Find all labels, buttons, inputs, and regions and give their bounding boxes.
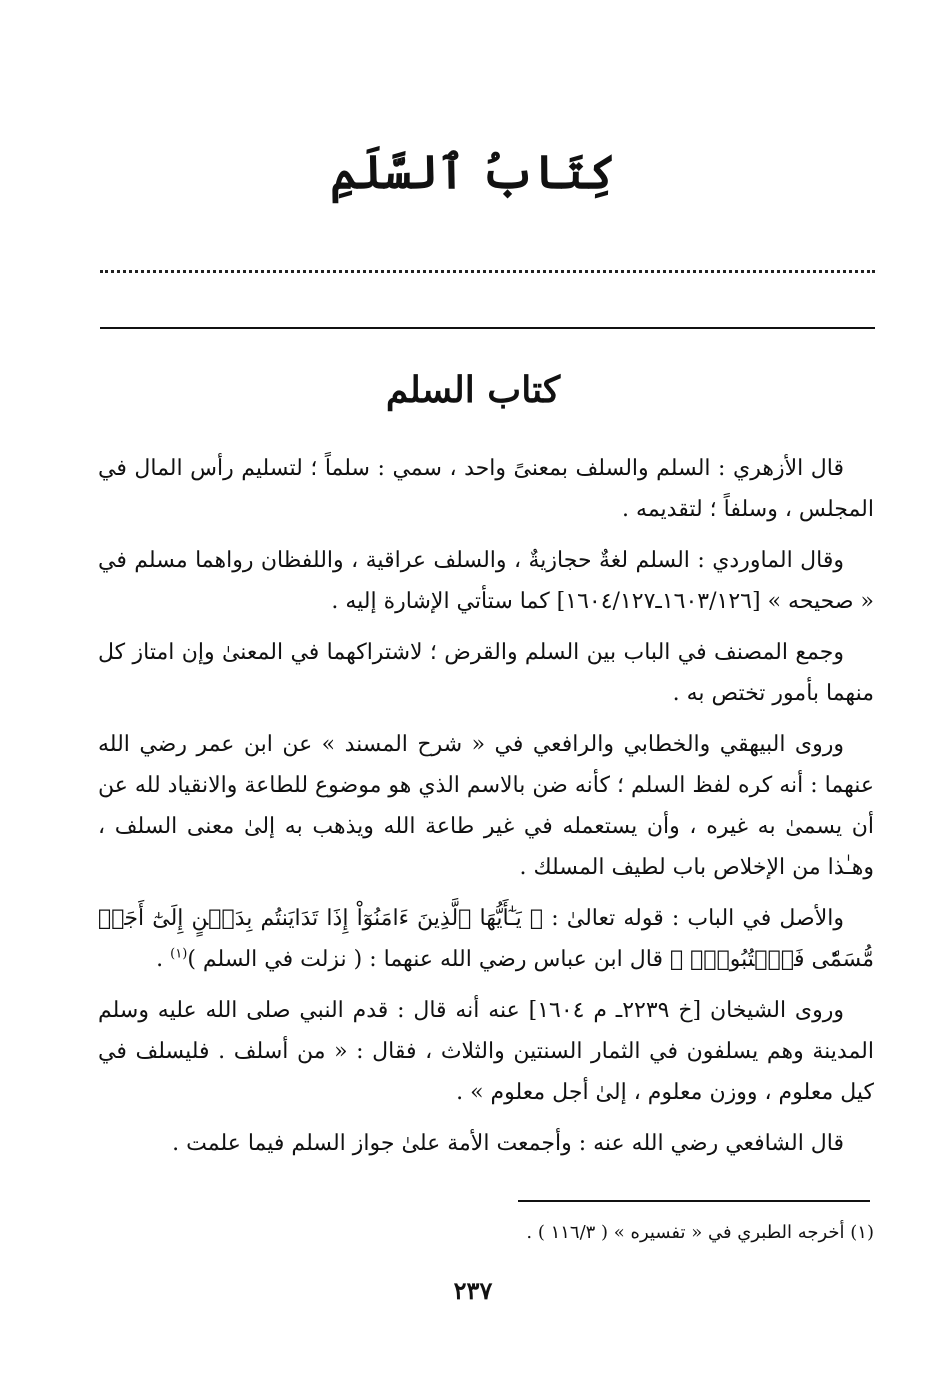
paragraph-mawardi: وقال الماوردي : السلم لغةٌ حجازيةٌ ، والسلف عراقية ، واللفظان رواهما مسلم في « صحيحه » [١٦٠٣/١٢٦ـ١٦٠٤/١٢٧] كما ستأتي الإشارة إليه . [98,548,874,614]
paragraph-asl-text: والأصل في الباب : قوله تعالىٰ : ﴿ يَـٰٓأَيُّهَا ٱلَّذِينَ ءَامَنُوٓاْ إِذَا تَدَايَنتُم بِدَيۡنٍ إِلَىٰٓ أَجَلٖ مُّسَمّٗى فَٱكۡتُبُوهُۚ ﴾ قال ابن عباس رضي الله عنهما : ( نزلت في السلم ) [98,906,874,972]
paragraph-asl [98,898,874,980]
paragraph-asl-end: . [156,947,171,972]
footnote-reference: (١) [170,946,188,962]
dotted-divider [100,270,875,273]
paragraph-azhari: قال الأزهري : السلم والسلف بمعنىً واحد ، سمي : سلماً ؛ لتسليم رأس المال في المجلس ، وسلفاً ؛ لتقديمه . [98,456,874,522]
paragraph-shaykhan: وروى الشيخان [خ ٢٢٣٩ـ م ١٦٠٤] عنه أنه قال : قدم النبي صلى الله عليه وسلم المدينة وهم يسلفون في الثمار السنتين والثلاث ، فقال : « من أسلف . فليسلف في كيل معلوم ، ووزن معلوم ، إلىٰ أجل معلوم » . [98,998,874,1105]
paragraph-bayhaqi: وروى البيهقي والخطابي والرافعي في « شرح المسند » عن ابن عمر رضي الله عنهما : أنه كره لفظ السلم ؛ كأنه ضن بالاسم الذي هو موضوع للطاعة والانقياد لله عن أن يسمىٰ به غيره ، وأن يستعمله في غير طاعة الله ويذهب به إلىٰ معنى السلف ، وهـٰذا من الإخلاص باب لطيف المسلك . [98,732,874,880]
footnote-divider [518,1200,870,1202]
body-text [98,448,874,1174]
paragraph-shafii: قال الشافعي رضي الله عنه : وأجمعت الأمة علىٰ جواز السلم فيما علمت . [172,1131,844,1156]
paragraph-musannif: وجمع المصنف في الباب بين السلم والقرض ؛ لاشتراكهما في المعنىٰ وإن امتاز كل منهما بأمور تختص به . [98,640,874,706]
solid-divider [100,327,875,329]
page-number: ٢٣٧ [453,1276,493,1305]
section-title: كتاب السلم [385,369,561,411]
footnote: (١) أخرجه الطبري في « تفسيره » ( ١١٦/٣ ) . [526,1222,874,1243]
book-title: كِتَابُ ٱلسَّلَمِ [330,145,616,199]
